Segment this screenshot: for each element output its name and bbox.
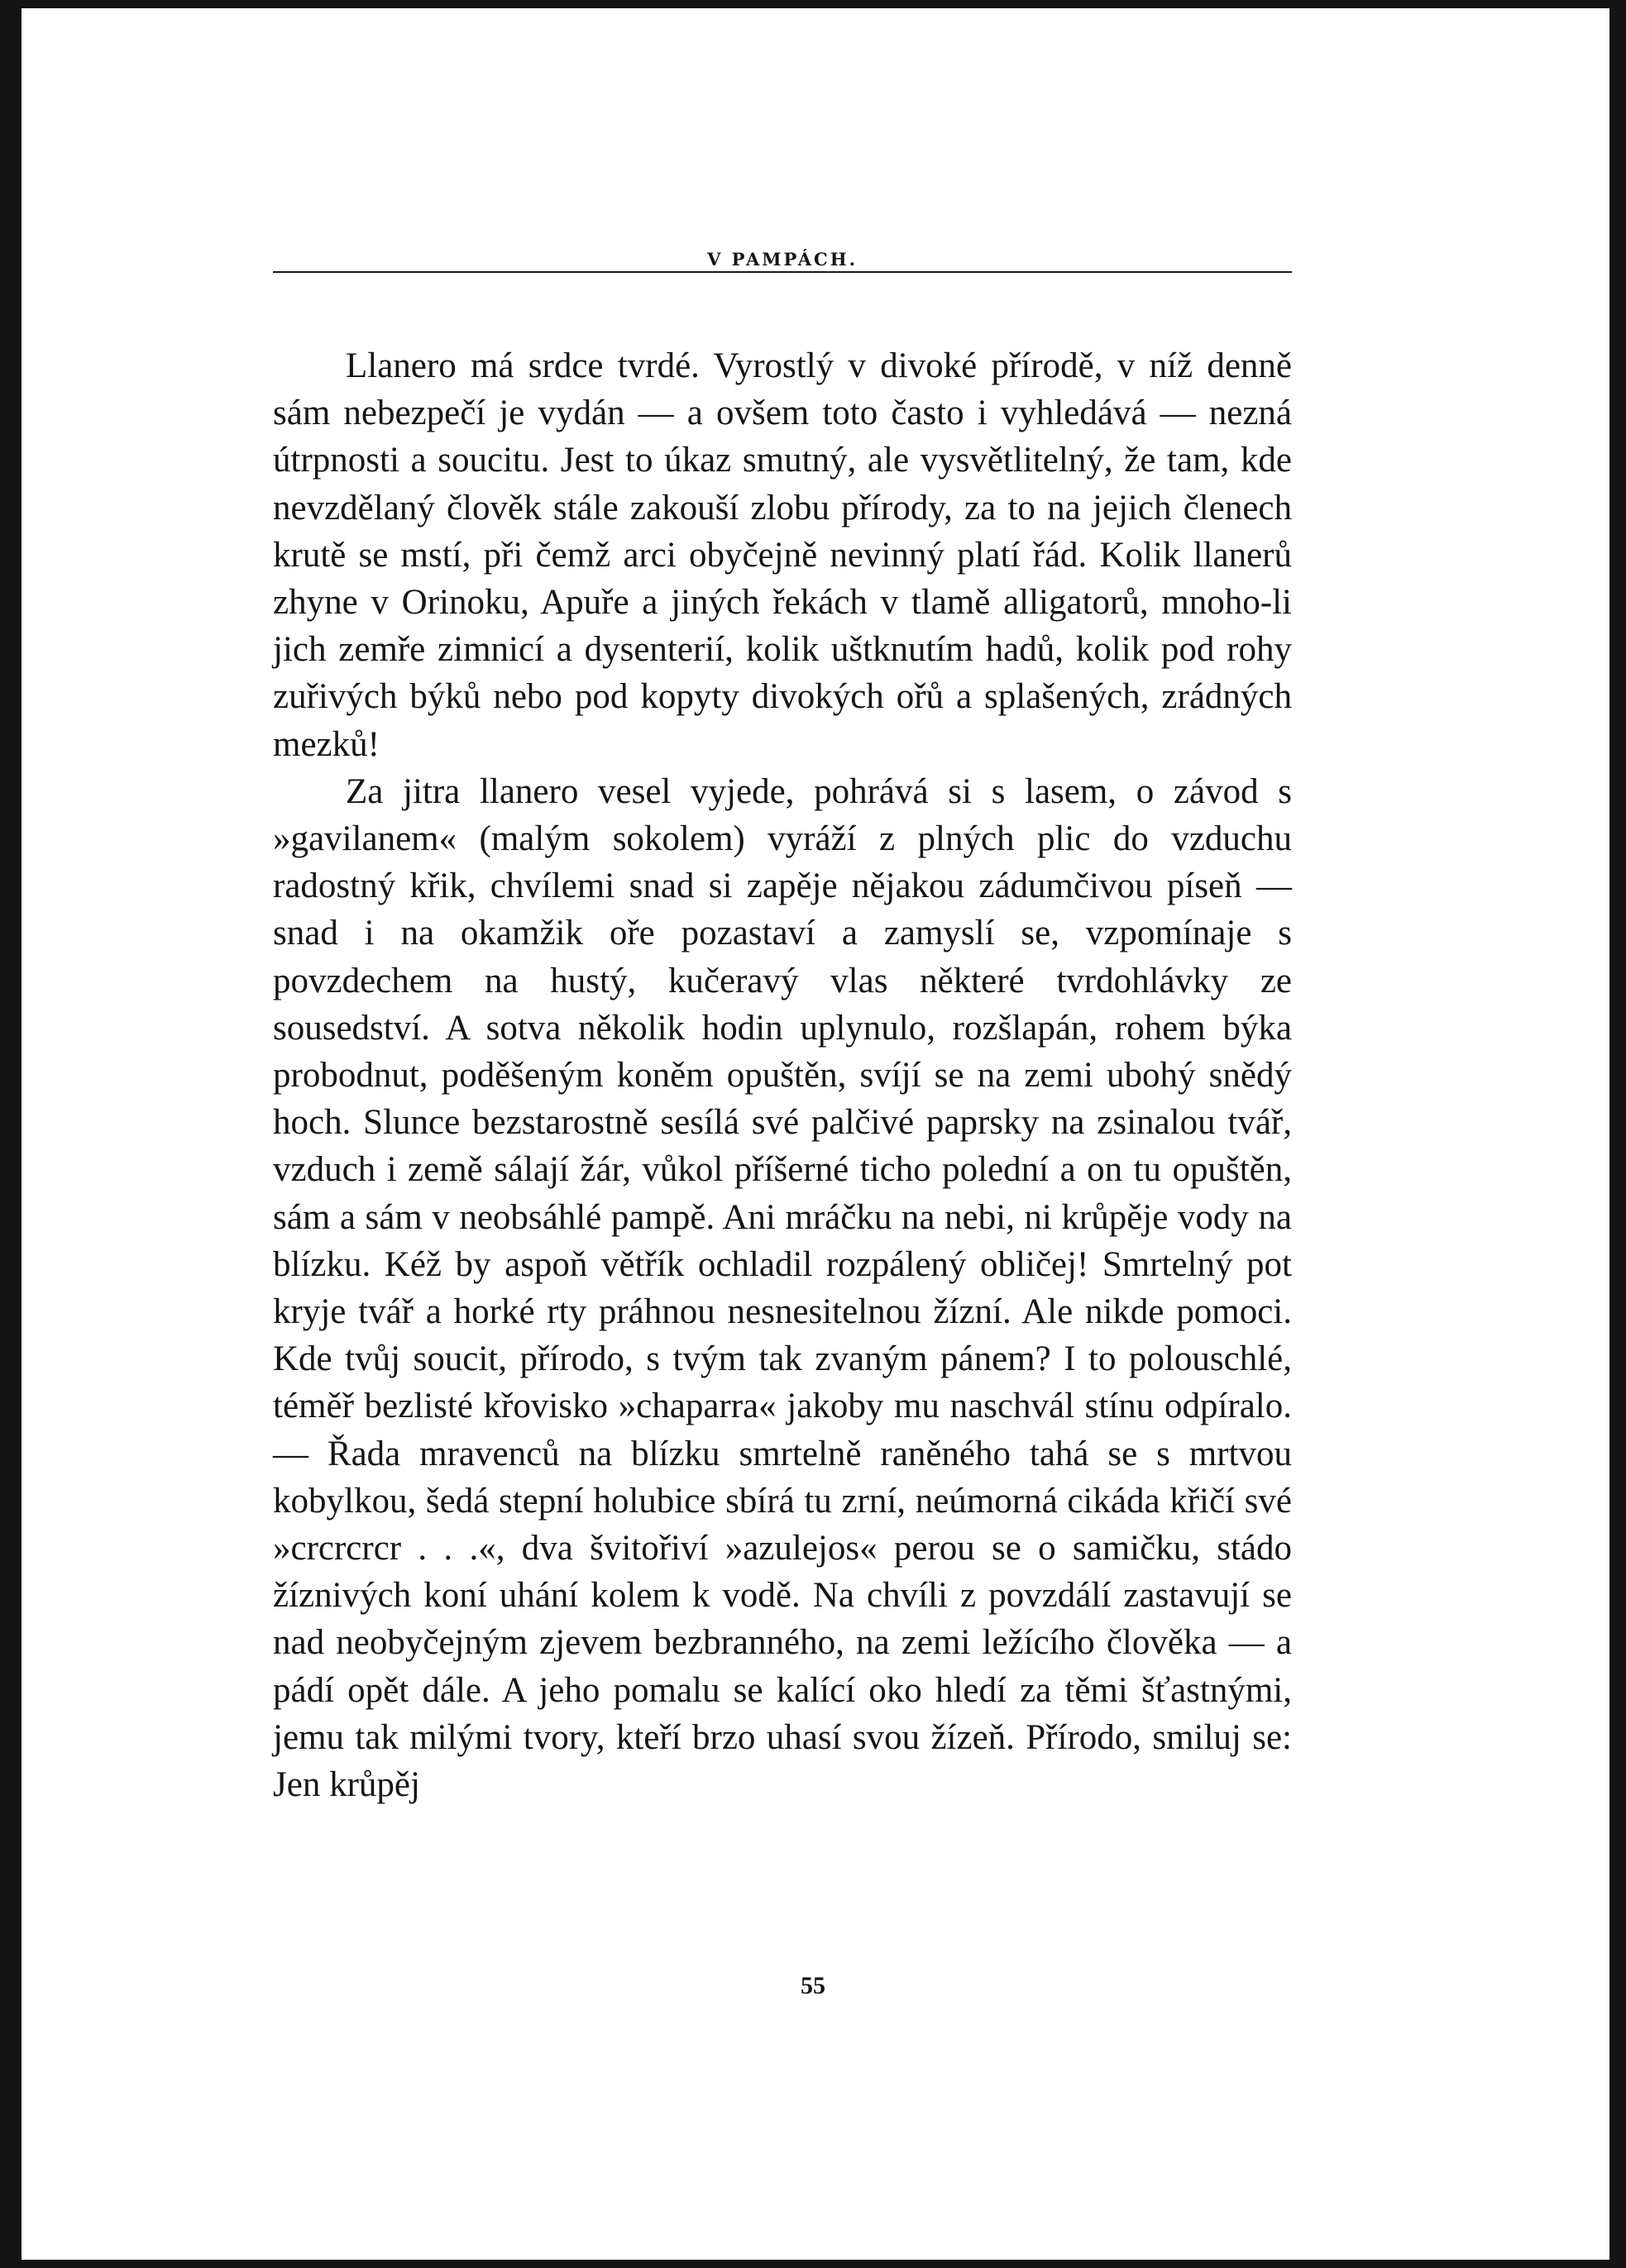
scan-border-top bbox=[0, 0, 1626, 8]
book-page bbox=[273, 248, 1292, 1808]
page-number: 55 bbox=[801, 1972, 825, 1999]
running-head: V PAMPÁCH. bbox=[707, 249, 858, 270]
body-text bbox=[273, 342, 1292, 1808]
scan-border-left bbox=[0, 0, 22, 2268]
paragraph-2: Za jitra llanero vesel vyjede, pohrává si s lasem, o závod s »gavilanem« (malým sokolem) vyráží z plných plic do vzduchu radostný křik, chvílemi snad si zapěje nějakou zádumčivou píseň — snad i na okamžik oře pozastaví a zamyslí se, vzpomínaje s povzdechem na hustý, kučeravý vlas některé tvrdohlávky ze sousedství. A sotva několik hodin uplynulo, rozšlapán, rohem býka probodnut, poděšeným koněm opuštěn, svíjí se na zemi ubohý snědý hoch. Slunce bezstarostně sesílá své palčivé paprsky na zsinalou tvář, vzduch i země sálají žár, vůkol příšerné ticho polední a on tu opuštěn, sám a sám v neobsáhlé pampě. Ani mráčku na nebi, ni krůpěje vody na blízku. Kéž by aspoň větřík ochladil rozpálený obličej! Smrtelný pot kryje tvář a horké rty práhnou nesnesitelnou žízní. Ale nikde pomoci. Kde tvůj soucit, přírodo, s tvým tak zvaným pánem? I to polouschlé, téměř bezlisté křovisko »chaparra« jakoby mu naschvál stínu odpíralo. — Řada mravenců na blízku smrtelně raněného tahá se s mrtvou kobylkou, šedá stepní holubice sbírá tu zrní, neúmorná cikáda křičí své »crcrcrcr . . .«, dva švitořiví »azulejos« perou se o samičku, stádo žíznivých koní uhání kolem k vodě. Na chvíli z povzdálí zastavují se nad neobyčejným zjevem bezbranného, na zemi ležícího člověka — a pádí opět dále. A jeho pomalu se kalící oko hledí za těmi šťastnými, jemu tak milými tvory, kteří brzo uhasí svou žízeň. Přírodo, smiluj se: Jen krůpěj bbox=[273, 771, 1292, 1805]
paragraph-1: Llanero má srdce tvrdé. Vyrostlý v divoké přírodě, v níž denně sám nebezpečí je vydán — a ovšem toto často i vyhledává — nezná útrpnosti a soucitu. Jest to úkaz smutný, ale vysvětlitelný, že tam, kde nevzdělaný člověk stále zakouší zlobu přírody, za to na jejich členech krutě se mstí, při čemž arci obyčejně nevinný platí řád. Kolik llanerů zhyne v Orinoku, Apuře a jiných řekách v tlamě alligatorů, mnoho-li jich zemře zimnicí a dysenterií, kolik uštknutím hadů, kolik pod rohy zuřivých býků nebo pod kopyty divokých ořů a splašených, zrádných mezků! bbox=[273, 346, 1292, 764]
header-rule bbox=[273, 271, 1292, 273]
scan-border-right bbox=[1609, 0, 1626, 2268]
scan-border-bottom bbox=[0, 2260, 1626, 2268]
